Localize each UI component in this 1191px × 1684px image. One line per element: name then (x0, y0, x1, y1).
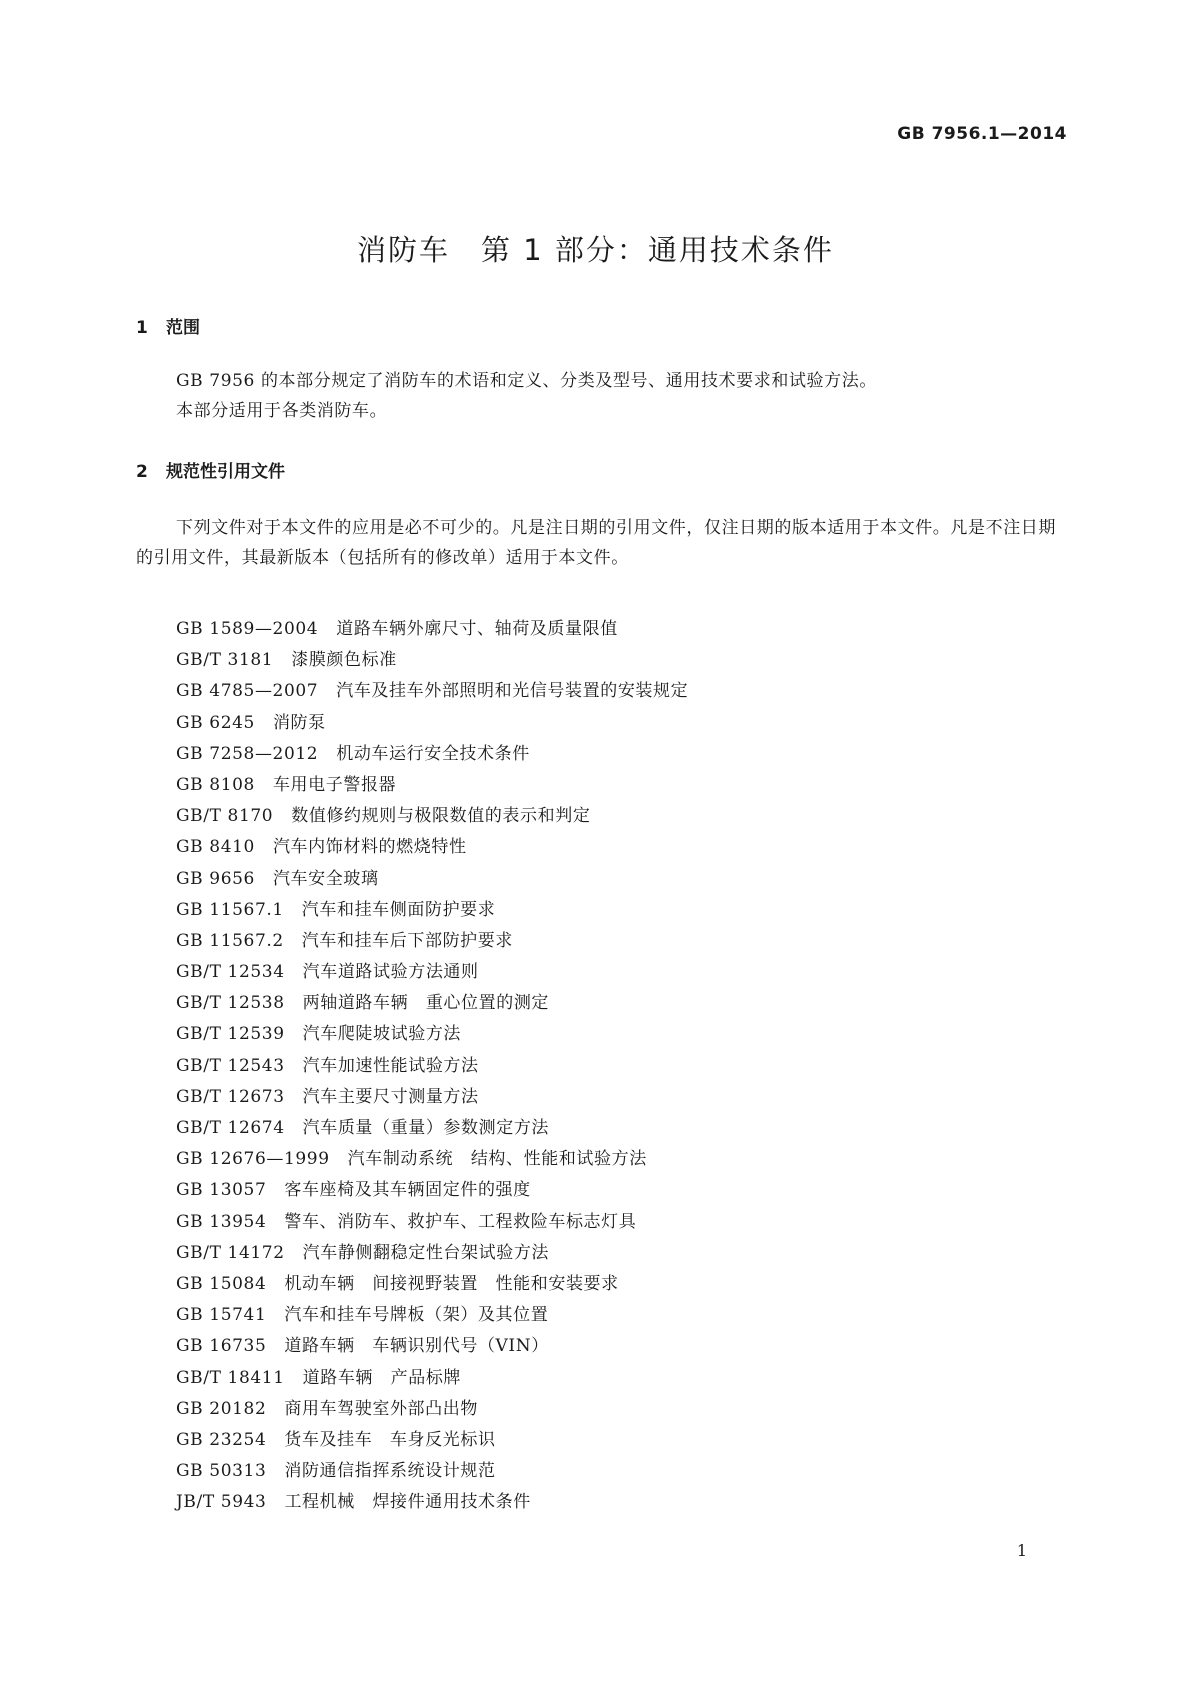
reference-title: 商用车驾驶室外部凸出物 (284, 1398, 478, 1419)
reference-item (176, 1269, 688, 1300)
reference-code: GB/T 3181 (176, 650, 274, 671)
references-intro-paragraph: 下列文件对于本文件的应用是必不可少的。凡是注日期的引用文件，仅注日期的版本适用于本文件。凡是不注日期的引用文件，其最新版本（包括所有的修改单）适用于本文件。 (136, 518, 1056, 568)
reference-title: 工程机械 焊接件通用技术条件 (284, 1492, 531, 1513)
reference-title: 消防泵 (272, 712, 326, 733)
reference-title: 汽车静侧翻稳定性台架试验方法 (302, 1242, 550, 1263)
reference-list (176, 614, 688, 1518)
reference-code: GB 11567.1 (176, 899, 284, 920)
reference-item (176, 895, 688, 926)
reference-title: 货车及挂车 车身反光标识 (284, 1429, 496, 1450)
reference-title: 汽车主要尺寸测量方法 (302, 1086, 479, 1107)
reference-code: GB/T 12538 (176, 993, 285, 1014)
reference-item (176, 1051, 688, 1082)
reference-title: 机动车辆 间接视野装置 性能和安装要求 (284, 1273, 619, 1294)
reference-title: 两轴道路车辆 重心位置的测定 (302, 993, 550, 1014)
reference-item (176, 614, 688, 645)
page-number: 1 (1016, 1541, 1027, 1560)
reference-code: GB 6245 (176, 712, 255, 733)
reference-item (176, 1082, 688, 1113)
reference-item (176, 1363, 688, 1394)
reference-item (176, 1175, 688, 1206)
reference-item (176, 1487, 688, 1518)
reference-item (176, 676, 688, 707)
reference-item (176, 1144, 688, 1175)
reference-title: 道路车辆外廓尺寸、轴荷及质量限值 (336, 619, 618, 639)
reference-title: 漆膜颜色标准 (291, 650, 397, 671)
section-title: 范围 (166, 318, 200, 338)
reference-item (176, 832, 688, 863)
reference-code: JB/T 5943 (176, 1492, 267, 1513)
reference-title: 客车座椅及其车辆固定件的强度 (284, 1180, 531, 1201)
reference-code: GB 8108 (176, 774, 255, 795)
reference-code: GB/T 18411 (176, 1367, 285, 1388)
reference-title: 机动车运行安全技术条件 (336, 743, 530, 764)
reference-item (176, 645, 688, 676)
reference-item (176, 864, 688, 895)
reference-code: GB 8410 (176, 837, 255, 858)
reference-title: 汽车和挂车后下部防护要求 (301, 930, 513, 951)
reference-title: 汽车内饰材料的燃烧特性 (272, 837, 467, 858)
section-number: 2 (136, 462, 148, 482)
reference-title: 汽车加速性能试验方法 (302, 1055, 479, 1076)
reference-code: GB/T 12539 (176, 1024, 285, 1045)
reference-item (176, 1238, 688, 1269)
reference-title: 车用电子警报器 (272, 774, 397, 795)
reference-title: 汽车质量（重量）参数测定方法 (302, 1118, 550, 1138)
reference-code: GB 1589—2004 (176, 619, 319, 639)
reference-item (176, 708, 688, 739)
reference-code: GB 16735 (176, 1336, 267, 1357)
reference-item (176, 770, 688, 801)
reference-code: GB 50313 (176, 1461, 267, 1482)
reference-item (176, 957, 688, 988)
reference-code: GB/T 12534 (176, 962, 285, 983)
reference-title: 道路车辆 车辆识别代号（VIN） (284, 1336, 549, 1357)
reference-code: GB 23254 (176, 1429, 267, 1450)
reference-item (176, 1456, 688, 1487)
scope-paragraph-1: GB 7956 的本部分规定了消防车的术语和定义、分类及型号、通用技术要求和试验方法。 (176, 371, 877, 391)
reference-title: 汽车和挂车侧面防护要求 (301, 899, 496, 920)
page-title: 消防车 第 1 部分：通用技术条件 (357, 233, 834, 267)
reference-title: 警车、消防车、救护车、工程救险车标志灯具 (284, 1211, 637, 1232)
reference-code: GB 4785—2007 (176, 681, 319, 702)
reference-code: GB 15084 (176, 1273, 267, 1294)
reference-code: GB 11567.2 (176, 930, 284, 951)
section-title: 规范性引用文件 (166, 462, 285, 482)
reference-title: 数值修约规则与极限数值的表示和判定 (291, 806, 591, 827)
reference-code: GB 12676—1999 (176, 1149, 330, 1170)
reference-item (176, 1394, 688, 1425)
reference-code: GB/T 12674 (176, 1118, 285, 1138)
section-number: 1 (136, 318, 148, 338)
reference-title: 道路车辆 产品标牌 (302, 1367, 462, 1388)
reference-item (176, 1207, 688, 1238)
reference-title: 汽车安全玻璃 (272, 868, 379, 889)
reference-item (176, 1113, 688, 1144)
reference-title: 汽车爬陡坡试验方法 (302, 1024, 462, 1045)
reference-title: 消防通信指挥系统设计规范 (284, 1461, 496, 1482)
scope-paragraph-2: 本部分适用于各类消防车。 (176, 401, 388, 421)
reference-item (176, 739, 688, 770)
reference-code: GB/T 12673 (176, 1086, 285, 1107)
section-heading-scope (136, 313, 200, 338)
section-heading-normative-references (136, 457, 285, 482)
reference-title: 汽车及挂车外部照明和光信号装置的安装规定 (336, 681, 689, 702)
reference-title: 汽车制动系统 结构、性能和试验方法 (347, 1149, 647, 1170)
reference-code: GB/T 14172 (176, 1242, 285, 1263)
reference-item (176, 1019, 688, 1050)
reference-item (176, 1425, 688, 1456)
reference-title: 汽车道路试验方法通则 (302, 962, 479, 983)
reference-code: GB 13057 (176, 1180, 267, 1201)
reference-code: GB 7258—2012 (176, 743, 319, 764)
document-code: GB 7956.1—2014 (897, 124, 1067, 144)
reference-code: GB 15741 (176, 1305, 267, 1326)
reference-code: GB 13954 (176, 1211, 267, 1232)
reference-code: GB/T 8170 (176, 806, 274, 827)
reference-title: 汽车和挂车号牌板（架）及其位置 (284, 1305, 549, 1326)
reference-item (176, 988, 688, 1019)
reference-code: GB 20182 (176, 1398, 267, 1419)
reference-item (176, 1331, 688, 1362)
reference-item (176, 801, 688, 832)
reference-code: GB 9656 (176, 868, 255, 889)
reference-code: GB/T 12543 (176, 1055, 285, 1076)
reference-item (176, 926, 688, 957)
reference-item (176, 1300, 688, 1331)
